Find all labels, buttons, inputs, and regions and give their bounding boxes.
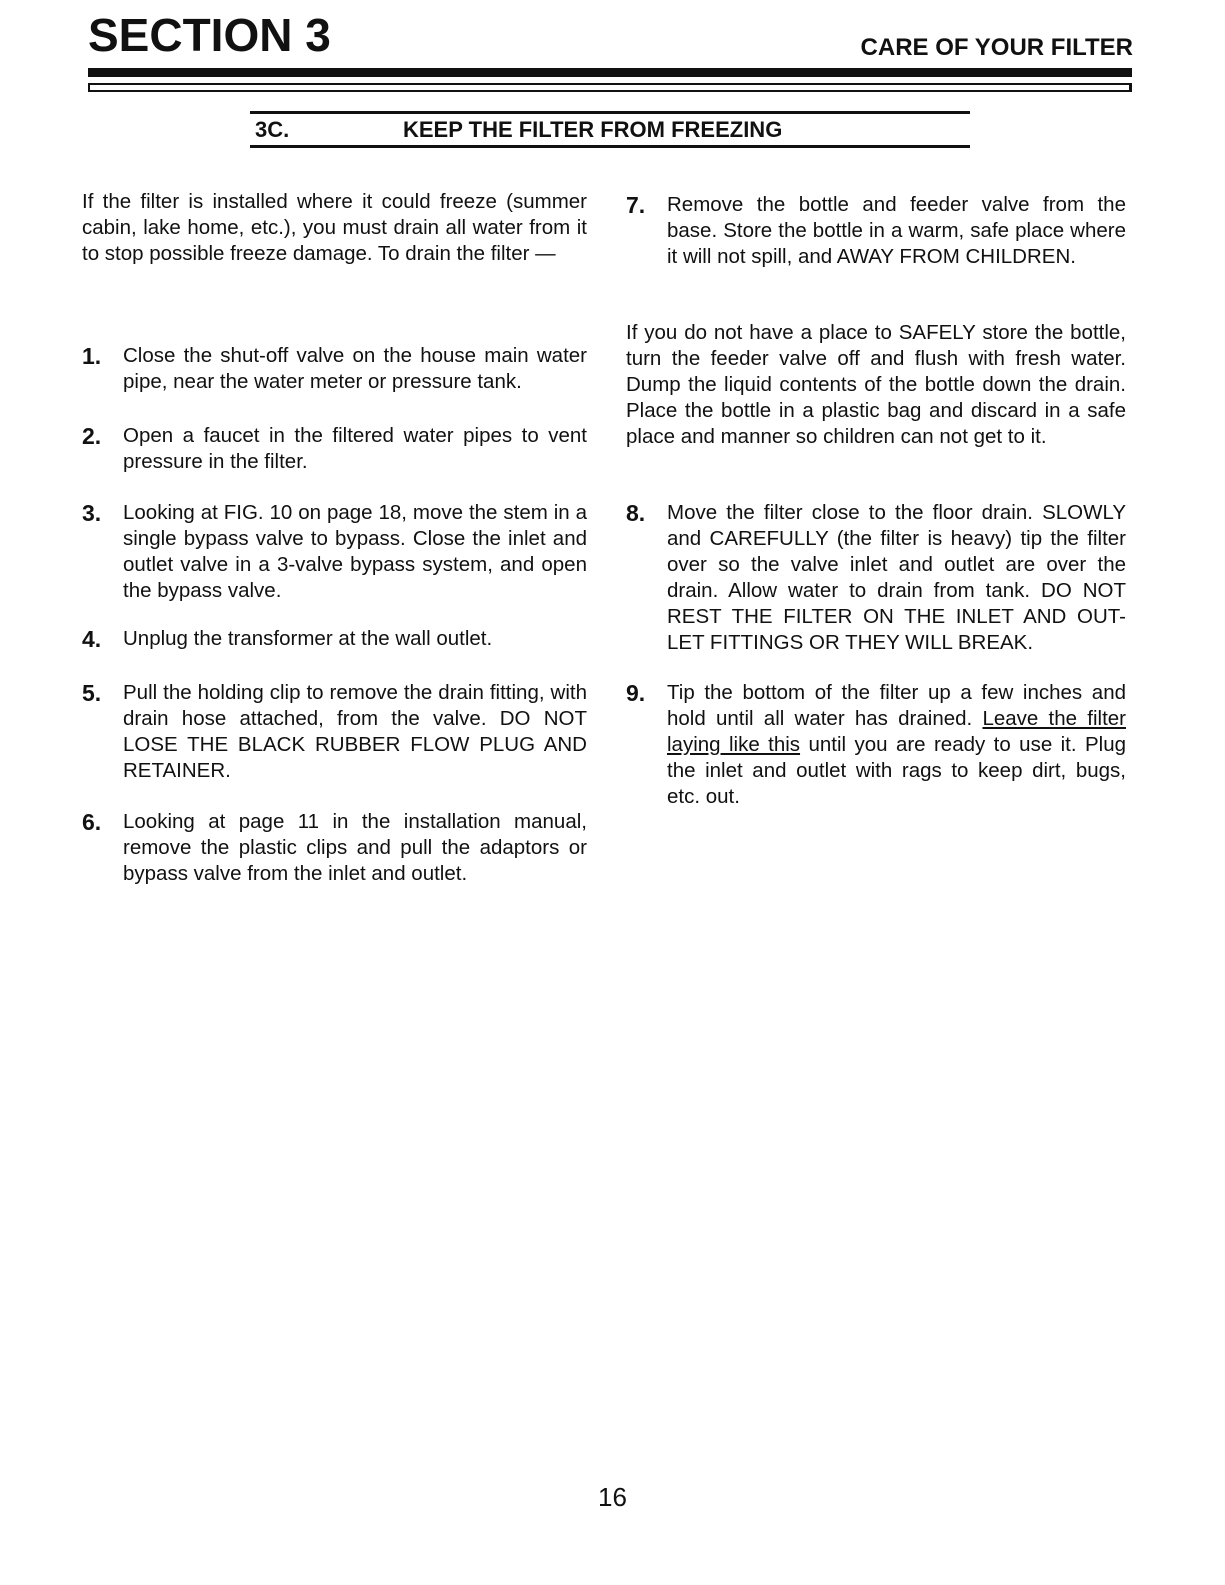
step-text-after: until you are ready to use it. Plug the inlet and outlet with rags to keep dirt, bugs, etc. out.	[667, 733, 1127, 808]
step-text: Open a faucet in the filtered water pipes to vent pressure in the filter.	[123, 424, 587, 473]
step-number: 9.	[626, 680, 646, 706]
step-text: Close the shut-off valve on the house main water pipe, near the water meter or pressure tank.	[123, 344, 587, 393]
subsection-rule-top	[250, 111, 970, 114]
header-rule-box	[88, 83, 1132, 92]
step-number: 3.	[82, 500, 102, 526]
step-text: Looking at page 11 in the installation manual, remove the plastic clips and pull the adaptors or bypass valve from the inlet and outlet.	[123, 810, 587, 885]
step-7	[626, 192, 1126, 270]
step-3	[82, 500, 587, 604]
step-9	[626, 680, 1126, 810]
step-number: 7.	[626, 192, 646, 218]
step-8	[626, 500, 1126, 656]
step-2	[82, 423, 587, 475]
step-text: Pull the holding clip to remove the drain fitting, with drain hose attached, from the valve. DO NOT LOSE THE BLACK RUBBER FLOW PLUG AND RETAINER.	[123, 681, 587, 782]
step-number: 6.	[82, 809, 102, 835]
step-text	[667, 680, 1126, 810]
step-number: 5.	[82, 680, 102, 706]
step-number: 2.	[82, 423, 102, 449]
step-text-underlined: Leave the filter laying like this	[667, 707, 1126, 756]
intro-paragraph: If the filter is installed where it could freeze (summer cabin, lake home, etc.), you must drain all water from it to stop possible freeze damage. To drain the filter —	[82, 190, 587, 265]
section-subtitle: CARE OF YOUR FILTER	[860, 34, 1133, 61]
step-text-before: Tip the bottom of the filter up a few inches and hold until all water has drained.	[667, 681, 1126, 730]
step-text: Move the filter close to the floor drain. SLOWLY and CAREFULLY (the filter is heavy) tip the filter over so the valve inlet and outlet are over the drain. Allow water to drain from tank. DO NOT REST THE FILTER ON THE INLET AND OUT-LET FITTINGS OR THEY WILL BREAK.	[667, 501, 1126, 654]
page-number: 16	[598, 1482, 627, 1512]
step-5	[82, 680, 587, 784]
step-text: Unplug the transformer at the wall outlet.	[123, 627, 493, 650]
step-number: 4.	[82, 626, 102, 652]
subsection-number: 3C.	[255, 117, 290, 142]
section-title: SECTION 3	[88, 9, 331, 61]
step-number: 8.	[626, 500, 646, 526]
note-paragraph: If you do not have a place to SAFELY store the bottle, turn the feeder valve off and flush with fresh water. Dump the liquid contents of the bottle down the drain. Place the bottle in a plastic bag and discard in a safe place and manner so children can not get to it.	[626, 321, 1126, 448]
step-6	[82, 809, 587, 887]
header-rule-thick	[88, 68, 1132, 77]
step-1	[82, 343, 587, 395]
subsection-rule-bottom	[250, 145, 970, 148]
step-text: Remove the bottle and feeder valve from the base. Store the bottle in a warm, safe place where it will not spill, and AWAY FROM CHILDREN.	[667, 193, 1126, 268]
step-4	[82, 626, 587, 652]
subsection-title: KEEP THE FILTER FROM FREEZING	[403, 117, 783, 142]
step-number: 1.	[82, 343, 102, 369]
step-text: Looking at FIG. 10 on page 18, move the stem in a single bypass valve to bypass. Close the inlet and outlet valve in a 3-valve bypass system, and open the bypass valve.	[123, 501, 587, 602]
